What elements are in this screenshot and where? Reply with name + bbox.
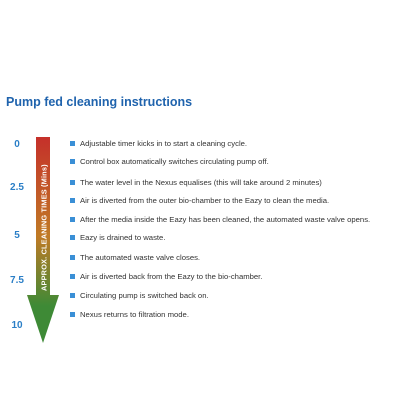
list-item: Nexus returns to filtration mode.	[70, 308, 189, 320]
list-item: Circulating pump is switched back on.	[70, 289, 209, 301]
square-bullet-icon	[70, 235, 75, 240]
time-tick-10: 10	[11, 320, 23, 331]
list-item: Control box automatically switches circulating pump off.	[70, 155, 269, 167]
list-item: After the media inside the Eazy has been cleaned, the automated waste valve opens.	[70, 213, 370, 225]
square-bullet-icon	[70, 180, 75, 185]
square-bullet-icon	[70, 274, 75, 279]
square-bullet-icon	[70, 255, 75, 260]
list-item: Eazy is drained to waste.	[70, 231, 165, 243]
time-tick-0: 0	[14, 139, 20, 150]
list-item: The automated waste valve closes.	[70, 251, 200, 263]
list-item: Air is diverted from the outer bio-chamber to the Eazy to clean the media.	[70, 194, 329, 206]
square-bullet-icon	[70, 159, 75, 164]
time-tick-7-5: 7.5	[10, 275, 24, 286]
time-axis-label: APPROX. CLEANING TIMES (Mins)	[39, 164, 49, 291]
square-bullet-icon	[70, 217, 75, 222]
list-item: The water level in the Nexus equalises (this will take around 2 minutes)	[70, 176, 322, 188]
square-bullet-icon	[70, 198, 75, 203]
square-bullet-icon	[70, 293, 75, 298]
square-bullet-icon	[70, 141, 75, 146]
time-tick-5: 5	[14, 230, 20, 241]
list-item: Adjustable timer kicks in to start a cleaning cycle.	[70, 137, 247, 149]
page-title: Pump fed cleaning instructions	[6, 95, 193, 109]
time-arrow	[27, 137, 59, 343]
square-bullet-icon	[70, 312, 75, 317]
time-tick-2-5: 2.5	[10, 182, 24, 193]
list-item: Air is diverted back from the Eazy to the bio-chamber.	[70, 270, 262, 282]
